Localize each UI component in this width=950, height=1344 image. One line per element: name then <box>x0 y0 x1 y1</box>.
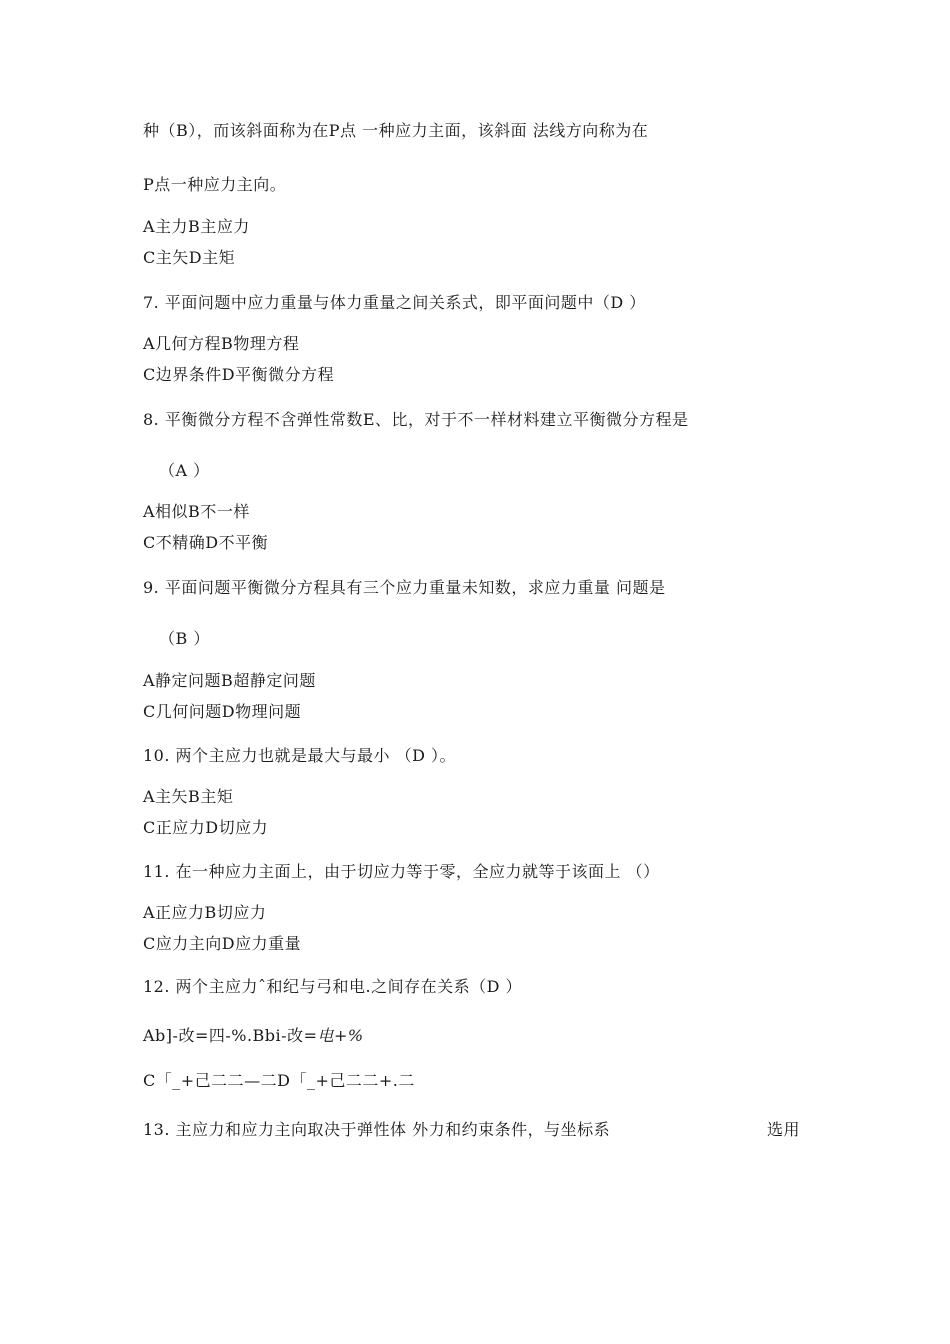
option-line: A相似B不一样 <box>143 502 250 521</box>
text-line: P点一种应力主向。 <box>143 175 287 194</box>
question-9: 9. 平面问题平衡微分方程具有三个应力重量未知数，求应力重量 问题是 <box>143 578 666 597</box>
option-line: A几何方程B物理方程 <box>143 334 300 353</box>
text-fragment: 选用 <box>767 1120 801 1139</box>
question-11: 11. 在一种应力主面上，由于切应力等于零，全应力就等于该面上 （） <box>143 862 660 881</box>
formula-line: C「_+己二二—二D「_+己二二+.二 <box>143 1071 415 1090</box>
option-line: C主矢D主矩 <box>143 248 236 267</box>
formula-line <box>143 1026 364 1046</box>
option-line: A正应力B切应力 <box>143 903 267 922</box>
option-line: C不精确D不平衡 <box>143 533 269 552</box>
option-line: A主矢B主矩 <box>143 787 234 806</box>
option-line: C几何问题D物理问题 <box>143 702 302 721</box>
option-line: C边界条件D平衡微分方程 <box>143 365 335 384</box>
formula-text: Ab]-改=四-%.Bbi-改= <box>143 1026 318 1045</box>
question-13: 13. 主应力和应力主向取决于弹性体 外力和约束条件，与坐标系 <box>143 1120 611 1139</box>
text-line: 种（B），而该斜面称为在P点 一种应力主面，该斜面 法线方向称为在 <box>143 121 649 140</box>
option-line: A静定问题B超静定问题 <box>143 671 316 690</box>
question-10: 10. 两个主应力也就是最大与最小 （D ）。 <box>143 746 457 765</box>
question-7: 7. 平面问题中应力重量与体力重量之间关系式，即平面问题中（D ） <box>143 293 646 312</box>
question-12: 12. 两个主应力ˆ和纪与弓和电.之间存在关系（D ） <box>143 977 523 996</box>
option-line: C正应力D切应力 <box>143 818 269 837</box>
answer-8: （A ） <box>159 461 210 480</box>
question-8: 8. 平衡微分方程不含弹性常数E、比，对于不一样材料建立平衡微分方程是 <box>143 410 689 429</box>
option-line: A主力B主应力 <box>143 217 250 236</box>
answer-9: （B ） <box>159 629 210 648</box>
option-line: C应力主向D应力重量 <box>143 934 302 953</box>
formula-text-italic: 电+% <box>317 1026 364 1045</box>
